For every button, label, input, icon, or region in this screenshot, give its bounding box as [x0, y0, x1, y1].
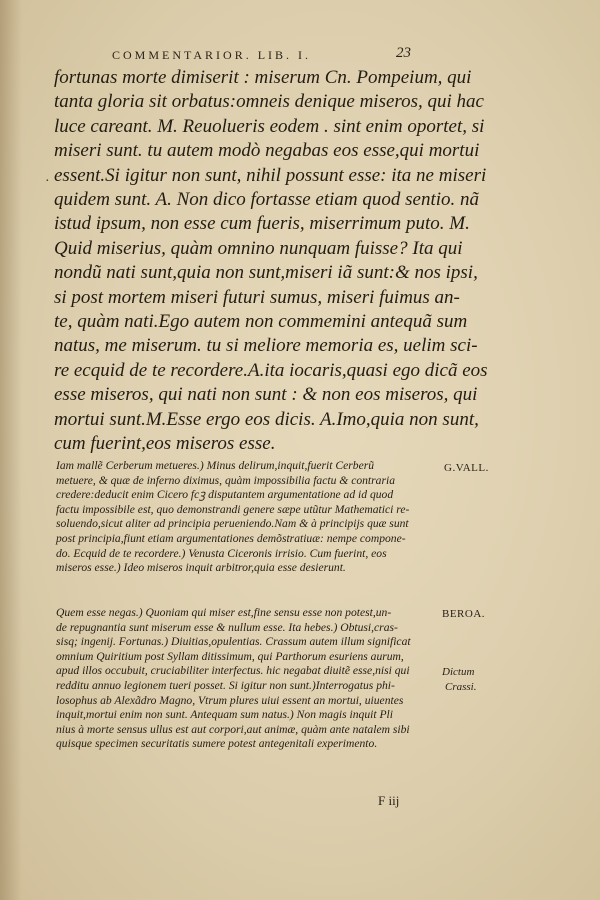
text-line: Iam mallẽ Cerberum metueres.) Minus delirum,inquit,fuerit Cerberũ: [56, 459, 375, 472]
text-line: soluendo,sicut aliter ad principia perueniendo.Nam & à principijs quæ sunt: [56, 517, 409, 531]
text-line: inquit,mortui enim non sunt. Antequam sum natus.) Non magis inquit Pli: [56, 708, 393, 722]
text-line: natus, me miserum. tu si meliore memoria es, uelim sci-: [54, 335, 478, 357]
text-line: nondũ nati sunt,quia non sunt,miseri iã sunt:& nos ipsi,: [54, 262, 478, 284]
text-line: fortunas morte dimiserit : miserum Cn. Pompeium, qui: [54, 67, 472, 88]
text-line: losophus ab Alexãdro Magno, Vtrum plures uiui essent an mortui, uiuentes: [56, 693, 404, 707]
text-line: do. Ecquid de te recordere.) Venusta Ciceronis irrisio. Cum fuerint, eos: [56, 546, 387, 560]
text-line: essent.Si igitur non sunt, nihil possunt esse: ita ne miseri: [54, 164, 487, 186]
text-line: credere:deducit enim Cicero fcꝫ disputantem argumentatione ad id quod: [56, 488, 394, 502]
text-line: miseros esse.) Ideo miseros inquit arbitror,quia esse desierunt.: [56, 561, 346, 575]
commentary-note-beroaldus: [56, 606, 436, 752]
signature-mark: F iij: [378, 793, 400, 808]
text-line: istud ipsum, non esse cum fueris, miserrimum puto. M.: [54, 213, 470, 235]
gutter-shadow: [0, 0, 22, 900]
text-line: post principia,fiunt etiam argumentationes demõstratiuæ: nempe compone-: [56, 531, 406, 545]
text-line: te, quàm nati.Ego autem non commemini antequã sum: [54, 311, 468, 333]
text-line: metuere, & quæ de inferno diximus, quàm impossibilia factu & contraria: [56, 473, 395, 487]
text-line: omnium Quiritium post Syllam ditissimum, qui Parthorum esuriens aurum,: [56, 649, 404, 663]
text-line: quidem sunt. A. Non dico fortasse etiam quod sentio. nã: [54, 189, 480, 211]
text-line: miseri sunt. tu autem modò negabas eos esse,qui mortui: [54, 140, 480, 162]
text-line: apud illos occubuit, cruciabiliter interfectus. hic negabat diuitẽ esse,nisi qui: [56, 664, 410, 678]
text-line: si post mortem miseri futuri sumus, miseri fuimus an-: [54, 286, 460, 308]
text-line: esse miseros, qui nati non sunt : & non eos miseros, qui: [54, 384, 478, 406]
text-line: quisque specimen securitatis sumere potest antegenitali experimento.: [56, 737, 378, 751]
margin-marker: ·: [45, 174, 50, 189]
running-title: COMMENTARIOR. LIB. I.: [112, 48, 312, 62]
commentary-note-valla: [56, 459, 436, 576]
text-line: Quem esse negas.) Quoniam qui miser est,fine sensu esse non potest,un-: [56, 606, 392, 619]
text-line: re ecquid de te recordere.A.ita iocaris,quasi ego dicã eos: [54, 359, 488, 381]
margin-label-crassi: Crassi.: [445, 681, 477, 693]
margin-label-vall: G.VALL.: [444, 462, 489, 474]
text-line: sisq; ingenij. Fortunas.) Diuitias,opulentias. Crassum autem illum significat: [56, 635, 411, 649]
text-line: de repugnantia sunt miserum esse & nullum esse. Ita hebes.) Obtusi,cras-: [56, 620, 398, 634]
text-line: nius à morte sensus ullus est aut corpori,aut animæ, quàm ante natalem sibi: [56, 722, 410, 736]
text-line: tanta gloria sit orbatus:omneis denique miseros, qui hac: [54, 91, 484, 113]
text-line: luce careant. M. Reuolueris eodem . sint enim oportet, si: [54, 115, 485, 137]
text-line: Quid miserius, quàm omnino nunquam fuisse? Ita qui: [54, 237, 463, 259]
margin-label-beroa: BEROA.: [442, 608, 486, 620]
text-line: mortui sunt.M.Esse ergo eos dicis. A.Imo,quia non sunt,: [54, 408, 479, 430]
main-text-block: [54, 66, 488, 457]
text-line: redditu annuo legionem tueri posset. Si igitur non sunt.)Interrogatus phi-: [56, 678, 395, 692]
page-number: 23: [396, 45, 411, 61]
text-line: factu impossibile est, quo demonstrandi genere sæpe utũtur Mathematici re-: [56, 502, 410, 516]
margin-label-dictum: Dictum: [442, 666, 475, 678]
text-line: cum fuerint,eos miseros esse.: [54, 433, 276, 455]
